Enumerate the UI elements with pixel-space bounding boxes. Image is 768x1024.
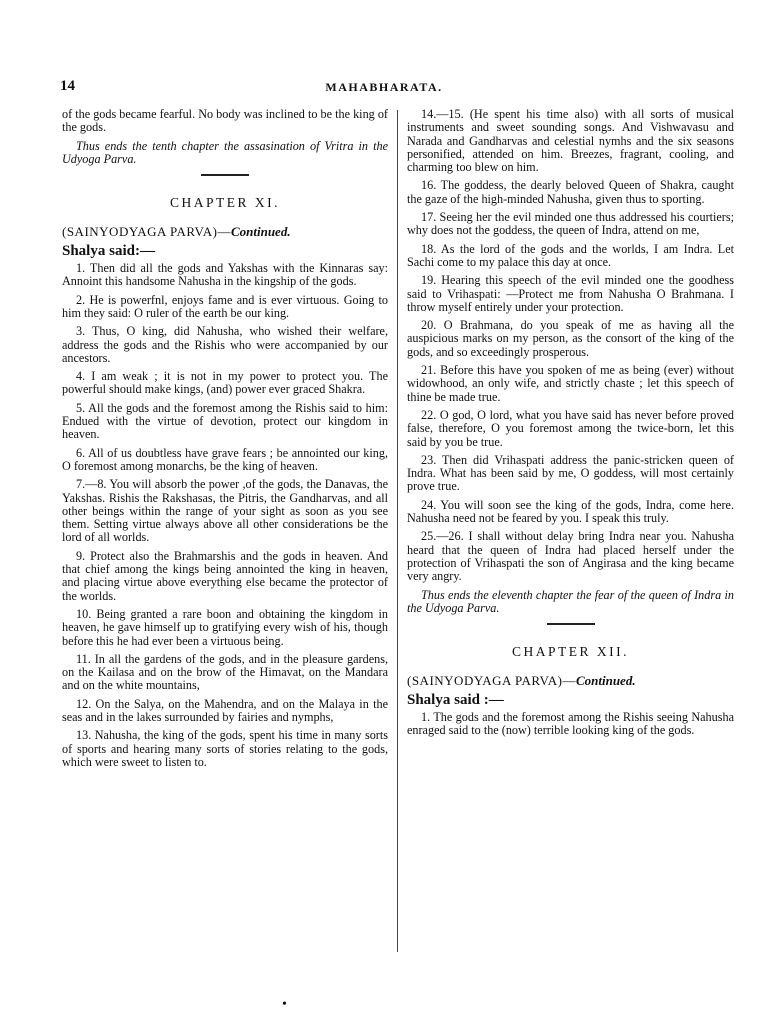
verse-paragraph: 19. Hearing this speech of the evil minded one the goodhess said to Vrihaspati: —Protect me from Nahusha O Brahmana. I throw myself entirely under your protection. bbox=[407, 273, 734, 314]
speaker-heading: Shalya said :— bbox=[407, 691, 504, 708]
verse-paragraph: 17. Seeing her the evil minded one thus addressed his courtiers; why does not the goddess, the queen of Indra, attend on me, bbox=[407, 210, 734, 238]
parva-continued: Continued. bbox=[230, 224, 291, 240]
chapter-heading: CHAPTER XII. bbox=[512, 644, 629, 660]
parva-label: (SAINYODYAGA PARVA)— bbox=[407, 673, 576, 689]
continued-paragraph: of the gods became fearful. No body was inclined to be the king of the gods. bbox=[62, 107, 388, 135]
page-number: 14 bbox=[60, 78, 75, 94]
parva-heading bbox=[62, 225, 388, 238]
verse-paragraph: 2. He is powerfnl, enjoys fame and is ever virtuous. Going to him they said: O ruler of the earth be our king. bbox=[62, 292, 388, 320]
chapter-end-note: Thus ends the eleventh chapter the fear of the queen of Indra in the Udyoga Parva. bbox=[407, 587, 734, 615]
left-column bbox=[62, 108, 388, 774]
right-column bbox=[407, 108, 734, 743]
verse-paragraph: 11. In all the gardens of the gods, and in the pleasure gardens, on the Kailasa and on the brow of the Himavat, on the Mandara and on the white mountains, bbox=[62, 651, 388, 693]
verse-paragraph: 7.—8. You will absorb the power ,of the gods, the Danavas, the Yakshas. Rishis the Rakshasas, the Pitris, the Gandharvas, and all other beings within the range of your sight as soon as you see them. Setting virtue always above all other considerations be the lord of all worlds. bbox=[62, 477, 388, 545]
verse-paragraph: 12. On the Salya, on the Mahendra, and on the Malaya in the seas and in the lakes surrounded by fairies and nymphs, bbox=[62, 696, 388, 724]
verse-paragraph: 23. Then did Vrihaspati address the panic-stricken queen of Indra. What has been said by me, O goddess, will most certainly prove true. bbox=[407, 452, 734, 494]
chapter-heading: CHAPTER XI. bbox=[169, 195, 280, 211]
verse-paragraph: 16. The goddess, the dearly beloved Queen of Shakra, caught the gaze of the high-minded Nahusha, given thus to sporting. bbox=[407, 178, 734, 206]
speaker-heading: Shalya said:— bbox=[62, 242, 155, 259]
parva-heading bbox=[407, 674, 734, 687]
verse-paragraph: 9. Protect also the Brahmarshis and the gods in heaven. And that chief among the kings being annointed the king in heaven, and placing virtue above everything else became the protector of the worlds. bbox=[62, 548, 388, 603]
verse-paragraph: 1. The gods and the foremost among the Rishis seeing Nahusha enraged said to the (now) terrible looking king of the gods. bbox=[407, 709, 734, 738]
verse-paragraph: 24. You will soon see the king of the gods, Indra, come here. Nahusha need not be feared by you. I speak this truly. bbox=[407, 497, 734, 526]
verse-paragraph: 20. O Brahmana, do you speak of me as having all the auspicious marks on my person, as the consort of the king of the gods, and so exceedingly prosperous. bbox=[407, 318, 734, 359]
verse-paragraph: 5. All the gods and the foremost among the Rishis said to him: Endued with the virtue of devotion, protect our kingdom in heaven. bbox=[62, 400, 388, 442]
verse-paragraph: 6. All of us doubtless have grave fears ; be annointed our king, O foremost among monarchs, be the king of heaven. bbox=[62, 445, 388, 473]
parva-continued: Continued. bbox=[575, 673, 636, 689]
parva-label: (SAINYODYAGA PARVA)— bbox=[62, 224, 231, 240]
verse-paragraph: 13. Nahusha, the king of the gods, spent his time in many sorts of sports and hearing many sorts of stories relating to the gods, which were sweet to listen to. bbox=[62, 728, 388, 769]
verse-paragraph: 21. Before this have you spoken of me as being (ever) without widowhood, an only wife, and strictly chaste ; let this speech of thine be made true. bbox=[407, 363, 734, 404]
column-divider bbox=[397, 110, 398, 952]
chapter-end-note: Thus ends the tenth chapter the assasination of Vritra in the Udyoga Parva. bbox=[62, 138, 388, 166]
verse-paragraph: 14.—15. (He spent his time also) with all sorts of musical instruments and sweet sounding songs. And Vishwavasu and Narada and Gandharvas and celestial nymhs and the six seasons personified, attended on him. Breezes, fragrant, cooling, and charming too blew on him. bbox=[407, 107, 734, 175]
verse-paragraph: 22. O god, O lord, what you have said has never before proved false, therefore, O you foremost among the twice-born, let this said by you be true. bbox=[407, 407, 734, 449]
running-title: MAHABHARATA. bbox=[325, 80, 443, 94]
verse-paragraph: 3. Thus, O king, did Nahusha, who wished their welfare, address the gods and the Rishis who were accompanied by our ancestors. bbox=[62, 324, 388, 365]
verse-paragraph: 25.—26. I shall without delay bring Indra near you. Nahusha heard that the queen of Indra had placed herself under the protection of Vrihaspati the son of Angirasa and the king became very angry. bbox=[407, 529, 734, 584]
verse-paragraph: 4. I am weak ; it is not in my power to protect you. The powerful should make kings, (and) power ever graced Shakra. bbox=[62, 369, 388, 397]
verse-paragraph: 1. Then did all the gods and Yakshas with the Kinnaras say: Annoint this handsome Nahusha in the kingship of the gods. bbox=[62, 261, 388, 289]
verse-paragraph: 10. Being granted a rare boon and obtaining the kingdom in heaven, he gave himself up to gratifying every wish of his, though before this he had ever been a virtuous being. bbox=[62, 606, 388, 648]
verse-paragraph: 18. As the lord of the gods and the worlds, I am Indra. Let Sachi come to my palace this day at once. bbox=[407, 241, 734, 269]
page-mark: • bbox=[282, 997, 287, 1012]
section-rule bbox=[547, 623, 595, 625]
section-rule bbox=[201, 174, 249, 176]
